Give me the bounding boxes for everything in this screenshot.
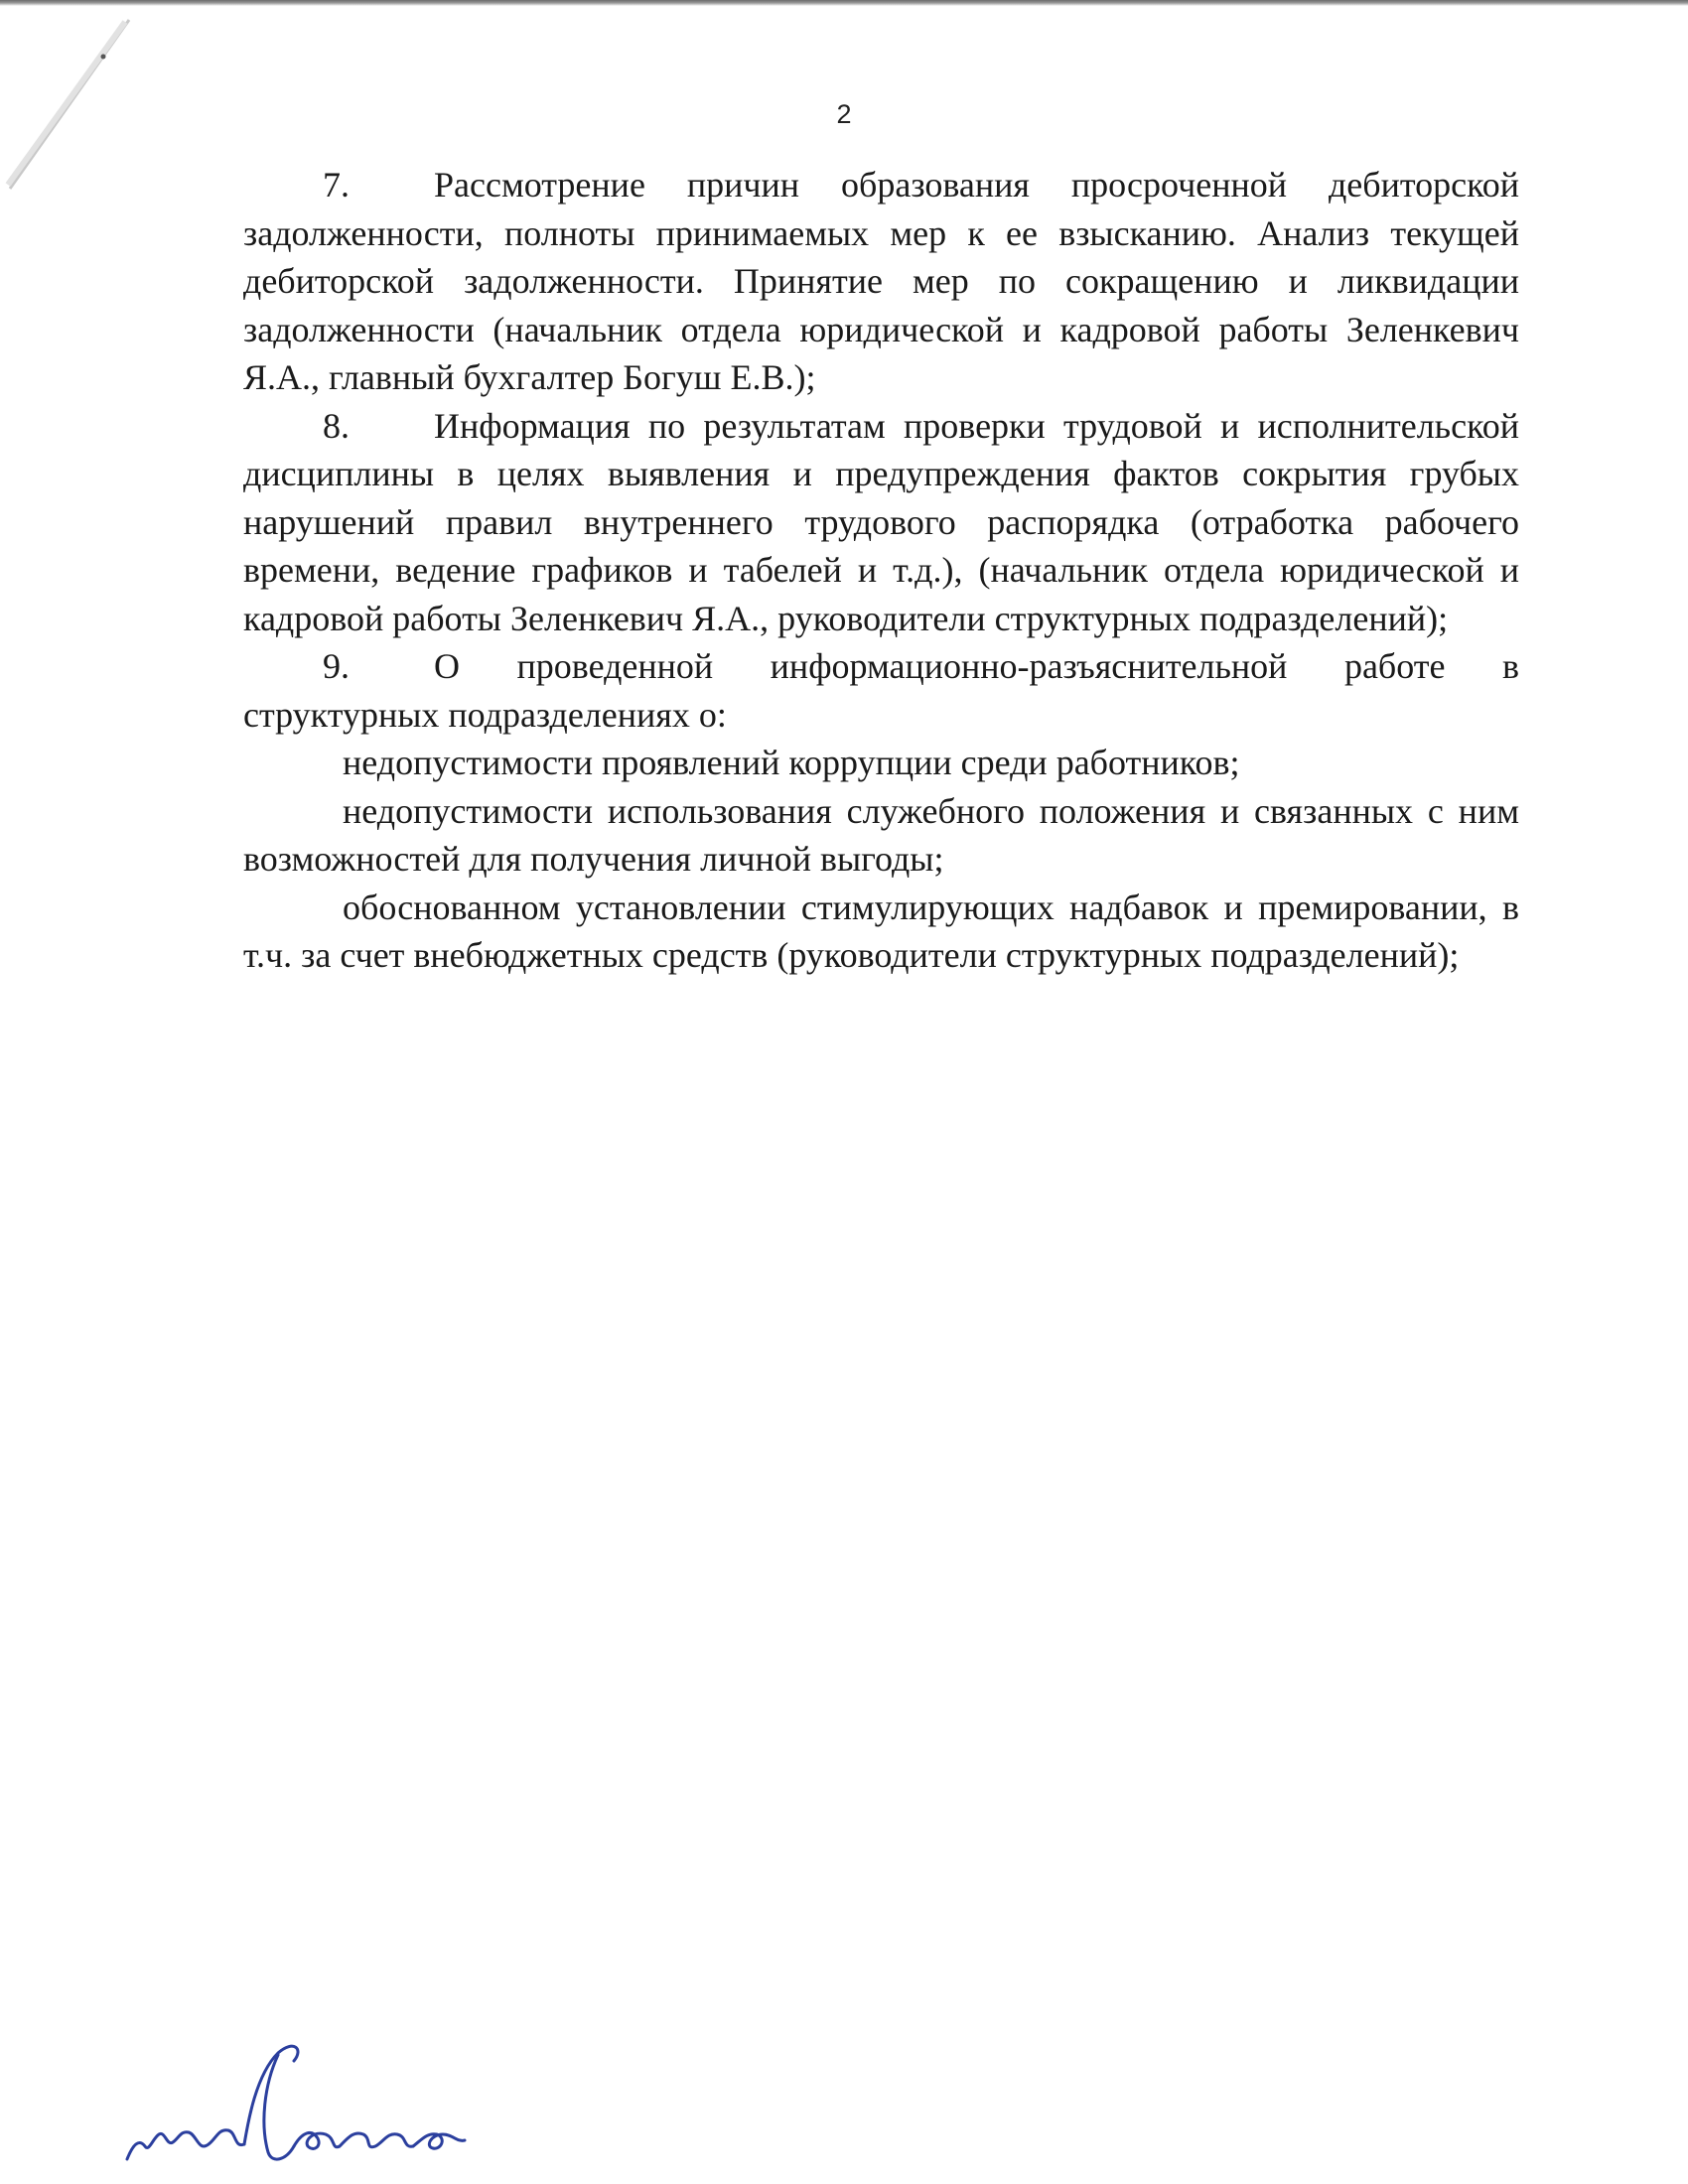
item-number: 7. <box>323 165 350 205</box>
sub-item: недопустимости использования служебного положения и связанных с ним возможностей для получения личной выгоды; <box>243 790 1519 879</box>
item-text: О проведенной информационно-разъяснительной работе в структурных подразделениях о: <box>243 646 1519 735</box>
list-item-7 <box>243 161 1519 402</box>
handwritten-signature <box>119 2035 556 2184</box>
item-text: Рассмотрение причин образования просроченной дебиторской задолженности, полноты принимаемых мер к ее взысканию. Анализ текущей дебиторской задолженности. Принятие мер по сокращению и ликвидации задолженности (начальник отдела юридической и кадровой работы Зеленкевич Я.А., главный бухгалтер Богуш Е.В.); <box>243 165 1519 397</box>
item-text: Информация по результатам проверки трудовой и исполнительской дисциплины в целях выявления и предупреждения фактов сокрытия грубых нарушений правил внутреннего трудового распорядка (отработка рабочего времени, ведение графиков и табелей и т.д.), (начальник отдела юридической и кадровой работы Зеленкевич Я.А., руководители структурных подразделений); <box>243 405 1519 638</box>
list-item-8 <box>243 402 1519 643</box>
document-body <box>243 161 1519 980</box>
page-number: 2 <box>836 99 852 129</box>
sub-item: недопустимости проявлений коррупции среди работников; <box>343 743 1240 782</box>
sub-item: обоснованном установлении стимулирующих надбавок и премировании, в т.ч. за счет внебюджетных средств (руководители структурных подразделений); <box>243 887 1519 975</box>
scan-top-edge <box>0 0 1688 6</box>
item-number: 9. <box>323 646 350 686</box>
item-number: 8. <box>323 405 350 446</box>
list-item-9 <box>243 642 1519 739</box>
